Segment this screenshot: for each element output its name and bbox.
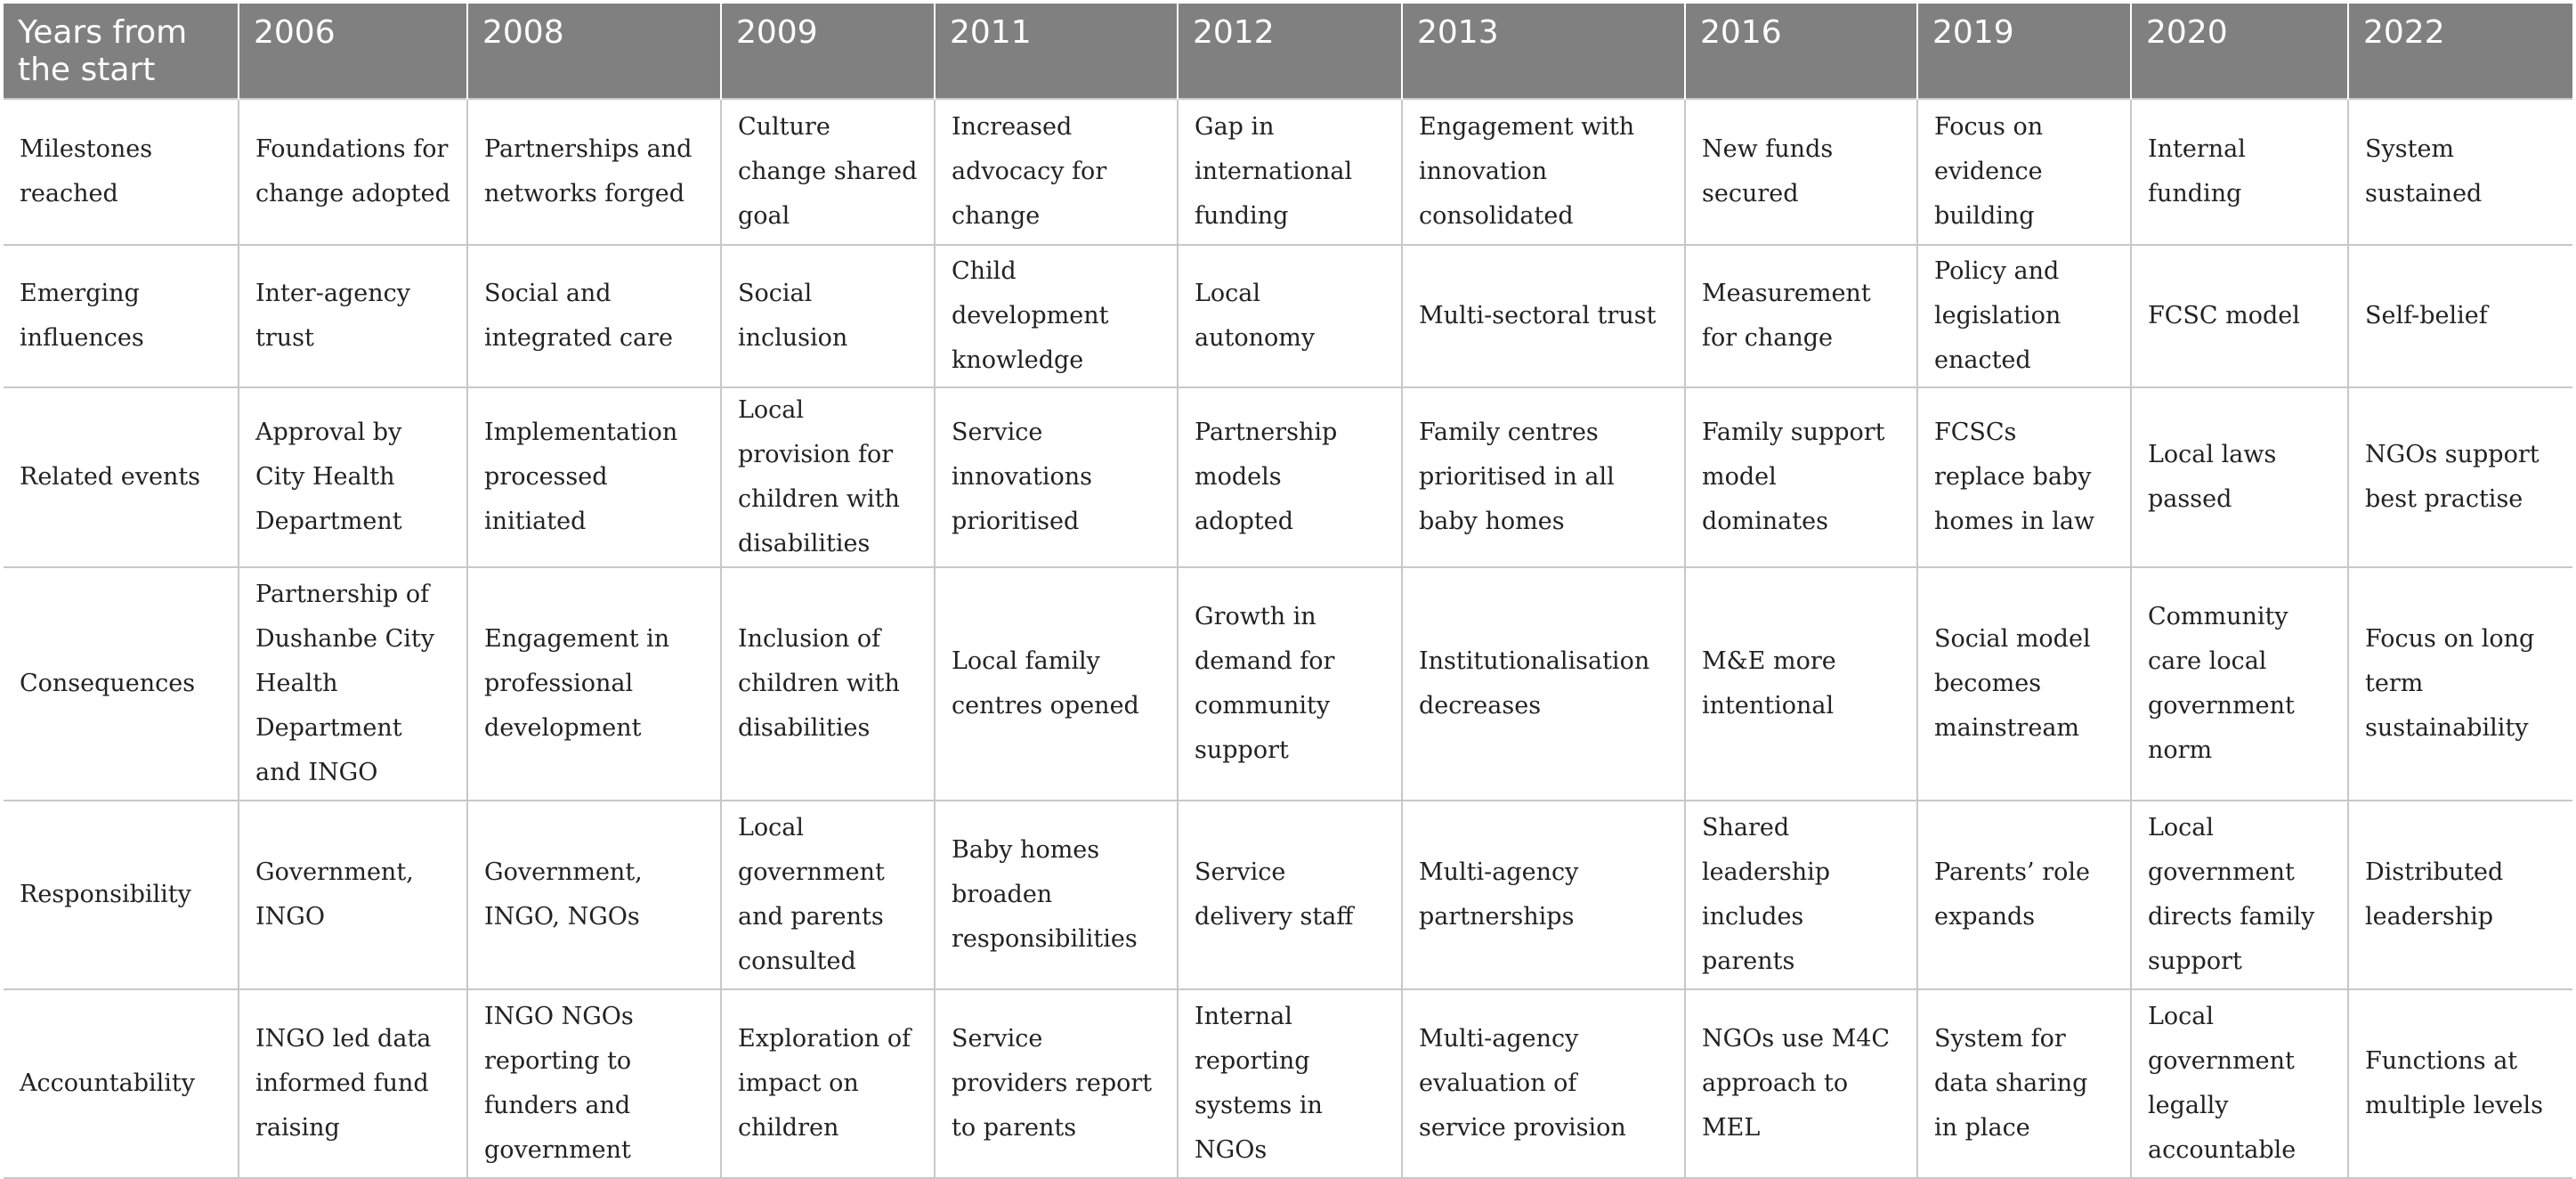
row-label-cell: Accountability bbox=[4, 989, 239, 1178]
table-cell: Baby homes broaden responsibilities bbox=[935, 801, 1178, 989]
header-cell-2012: 2012 bbox=[1178, 4, 1402, 99]
row-label-cell: Milestones reached bbox=[4, 99, 239, 245]
table-cell: NGOs support best practise bbox=[2348, 387, 2572, 567]
table-cell: Government, INGO bbox=[239, 801, 467, 989]
table-cell: Growth in demand for community support bbox=[1178, 567, 1402, 801]
table-cell: Partnership of Dushanbe City Health Department and INGO bbox=[239, 567, 467, 801]
table-cell: Local government and parents consulted bbox=[721, 801, 935, 989]
table-cell: New funds secured bbox=[1685, 99, 1917, 245]
table-cell: Child development knowledge bbox=[935, 245, 1178, 387]
table-cell: Focus on evidence building bbox=[1917, 99, 2131, 245]
table-cell: Multi-agency partnerships bbox=[1402, 801, 1685, 989]
table-cell: Foundations for change adopted bbox=[239, 99, 467, 245]
header-cell-2016: 2016 bbox=[1685, 4, 1917, 99]
header-cell-2020: 2020 bbox=[2131, 4, 2348, 99]
table-cell: Exploration of impact on children bbox=[721, 989, 935, 1178]
header-cell-2013: 2013 bbox=[1402, 4, 1685, 99]
table-cell: Multi-sectoral trust bbox=[1402, 245, 1685, 387]
row-label-cell: Responsibility bbox=[4, 801, 239, 989]
table-cell: Engagement with innovation consolidated bbox=[1402, 99, 1685, 245]
table-cell: Local provision for children with disabilities bbox=[721, 387, 935, 567]
table-cell: Social inclusion bbox=[721, 245, 935, 387]
header-cell-2011: 2011 bbox=[935, 4, 1178, 99]
table-cell: Partnership models adopted bbox=[1178, 387, 1402, 567]
table-cell: Family centres prioritised in all baby homes bbox=[1402, 387, 1685, 567]
table-cell: Inclusion of children with disabilities bbox=[721, 567, 935, 801]
table-cell: INGO led data informed fund raising bbox=[239, 989, 467, 1178]
table-cell: Engagement in professional development bbox=[467, 567, 721, 801]
table-row-related-events bbox=[4, 387, 2572, 567]
table-cell: Inter-agency trust bbox=[239, 245, 467, 387]
timeline-table bbox=[4, 4, 2572, 1179]
table-cell: NGOs use M4C approach to MEL bbox=[1685, 989, 1917, 1178]
table-cell: M&E more intentional bbox=[1685, 567, 1917, 801]
header-cell-2006: 2006 bbox=[239, 4, 467, 99]
table-cell: Implementation processed initiated bbox=[467, 387, 721, 567]
table-cell: Local family centres opened bbox=[935, 567, 1178, 801]
table-cell: Self-belief bbox=[2348, 245, 2572, 387]
table-cell: Functions at multiple levels bbox=[2348, 989, 2572, 1178]
table-cell: Parents’ role expands bbox=[1917, 801, 2131, 989]
header-cell-years-from-start: Years from the start bbox=[4, 4, 239, 99]
table-cell: Increased advocacy for change bbox=[935, 99, 1178, 245]
table-cell: Focus on long term sustainability bbox=[2348, 567, 2572, 801]
table-cell: Partnerships and networks forged bbox=[467, 99, 721, 245]
table-cell: Gap in international funding bbox=[1178, 99, 1402, 245]
table-cell: Measurement for change bbox=[1685, 245, 1917, 387]
table-cell: Local laws passed bbox=[2131, 387, 2348, 567]
header-cell-2009: 2009 bbox=[721, 4, 935, 99]
table-cell: Family support model dominates bbox=[1685, 387, 1917, 567]
table-cell: Service innovations prioritised bbox=[935, 387, 1178, 567]
table-row-accountability bbox=[4, 989, 2572, 1178]
table-cell: Internal funding bbox=[2131, 99, 2348, 245]
header-cell-2008: 2008 bbox=[467, 4, 721, 99]
table-cell: Shared leadership includes parents bbox=[1685, 801, 1917, 989]
table-row-responsibility bbox=[4, 801, 2572, 989]
row-label-cell: Related events bbox=[4, 387, 239, 567]
row-label-cell: Emerging influences bbox=[4, 245, 239, 387]
timeline-table-container bbox=[4, 4, 2572, 1179]
table-cell: FCSCs replace baby homes in law bbox=[1917, 387, 2131, 567]
table-row-milestones bbox=[4, 99, 2572, 245]
table-cell: Local government legally accountable bbox=[2131, 989, 2348, 1178]
table-cell: Internal reporting systems in NGOs bbox=[1178, 989, 1402, 1178]
table-cell: Social and integrated care bbox=[467, 245, 721, 387]
table-cell: FCSC model bbox=[2131, 245, 2348, 387]
table-row-emerging-influences bbox=[4, 245, 2572, 387]
table-cell: Government, INGO, NGOs bbox=[467, 801, 721, 989]
table-cell: Social model becomes mainstream bbox=[1917, 567, 2131, 801]
table-cell: Approval by City Health Department bbox=[239, 387, 467, 567]
table-row-consequences bbox=[4, 567, 2572, 801]
header-row bbox=[4, 4, 2572, 99]
row-label-cell: Consequences bbox=[4, 567, 239, 801]
table-cell: Culture change shared goal bbox=[721, 99, 935, 245]
table-cell: Service providers report to parents bbox=[935, 989, 1178, 1178]
header-cell-2019: 2019 bbox=[1917, 4, 2131, 99]
table-cell: Multi-agency evaluation of service provision bbox=[1402, 989, 1685, 1178]
table-cell: INGO NGOs reporting to funders and government bbox=[467, 989, 721, 1178]
header-cell-2022: 2022 bbox=[2348, 4, 2572, 99]
table-cell: Distributed leadership bbox=[2348, 801, 2572, 989]
table-cell: Institutionalisation decreases bbox=[1402, 567, 1685, 801]
table-cell: System sustained bbox=[2348, 99, 2572, 245]
table-cell: System for data sharing in place bbox=[1917, 989, 2131, 1178]
table-cell: Policy and legislation enacted bbox=[1917, 245, 2131, 387]
table-cell: Community care local government norm bbox=[2131, 567, 2348, 801]
table-cell: Service delivery staff bbox=[1178, 801, 1402, 989]
table-cell: Local autonomy bbox=[1178, 245, 1402, 387]
table-cell: Local government directs family support bbox=[2131, 801, 2348, 989]
